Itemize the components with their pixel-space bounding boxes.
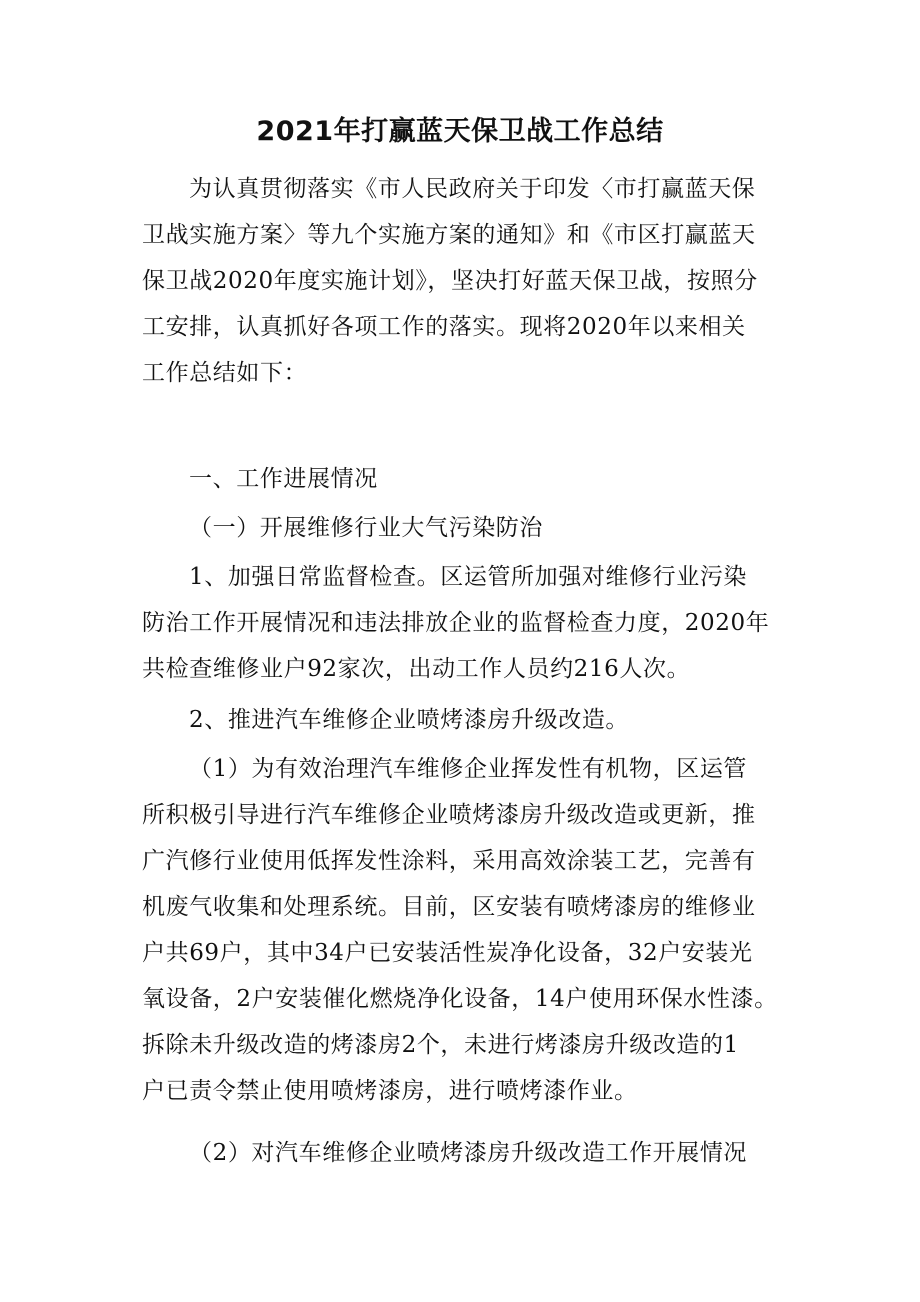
item1-paragraph xyxy=(142,554,782,692)
sub2-paragraph xyxy=(142,1130,782,1176)
intro-paragraph xyxy=(142,166,782,396)
paragraph-line: 1、加强日常监督检查。区运管所加强对维修行业污染 xyxy=(189,564,748,590)
paragraph-line: 所积极引导进行汽车维修企业喷烤漆房升级改造或更新，推 xyxy=(142,802,756,828)
document-title: 2021年打赢蓝天保卫战工作总结 xyxy=(256,116,664,147)
paragraph-line: 卫战实施方案〉等九个实施方案的通知》和《市区打赢蓝天 xyxy=(142,222,756,248)
item2-paragraph xyxy=(142,697,782,743)
paragraph-line: 防治工作开展情况和违法排放企业的监督检查力度，2020年 xyxy=(142,610,770,636)
subsection-heading xyxy=(142,505,782,551)
paragraph-line: 拆除未升级改造的烤漆房2个，未进行烤漆房升级改造的1 xyxy=(142,1032,739,1058)
paragraph-line: （1）为有效治理汽车维修企业挥发性有机物，区运管 xyxy=(189,756,748,782)
paragraph-line: 共检查维修业户92家次，出动工作人员约216人次。 xyxy=(142,656,691,682)
paragraph-line: 户已责令禁止使用喷烤漆房，进行喷烤漆作业。 xyxy=(142,1078,638,1104)
subsection-heading-text: （一）开展维修行业大气污染防治 xyxy=(189,515,543,541)
section-heading xyxy=(142,456,782,502)
paragraph-line: 机废气收集和处理系统。目前，区安装有喷烤漆房的维修业 xyxy=(142,894,756,920)
paragraph-line: （2）对汽车维修企业喷烤漆房升级改造工作开展情况 xyxy=(189,1140,748,1166)
paragraph-line: 广汽修行业使用低挥发性涂料，采用高效涂装工艺，完善有 xyxy=(142,848,756,874)
paragraph-line: 为认真贯彻落实《市人民政府关于印发〈市打赢蓝天保 xyxy=(189,176,756,202)
paragraph-line: 2、推进汽车维修企业喷烤漆房升级改造。 xyxy=(189,707,630,733)
paragraph-line: 工作总结如下： xyxy=(142,360,308,386)
paragraph-line: 保卫战2020年度实施计划》，坚决打好蓝天保卫战，按照分 xyxy=(142,268,758,294)
sub1-paragraph xyxy=(142,746,782,1114)
section-heading-text: 一、工作进展情况 xyxy=(189,466,378,492)
paragraph-line: 户共69户，其中34户已安装活性炭净化设备，32户安装光 xyxy=(142,940,753,966)
paragraph-line: 氧设备，2户安装催化燃烧净化设备，14户使用环保水性漆。 xyxy=(142,986,778,1012)
paragraph-line: 工安排，认真抓好各项工作的落实。现将2020年以来相关 xyxy=(142,314,746,340)
